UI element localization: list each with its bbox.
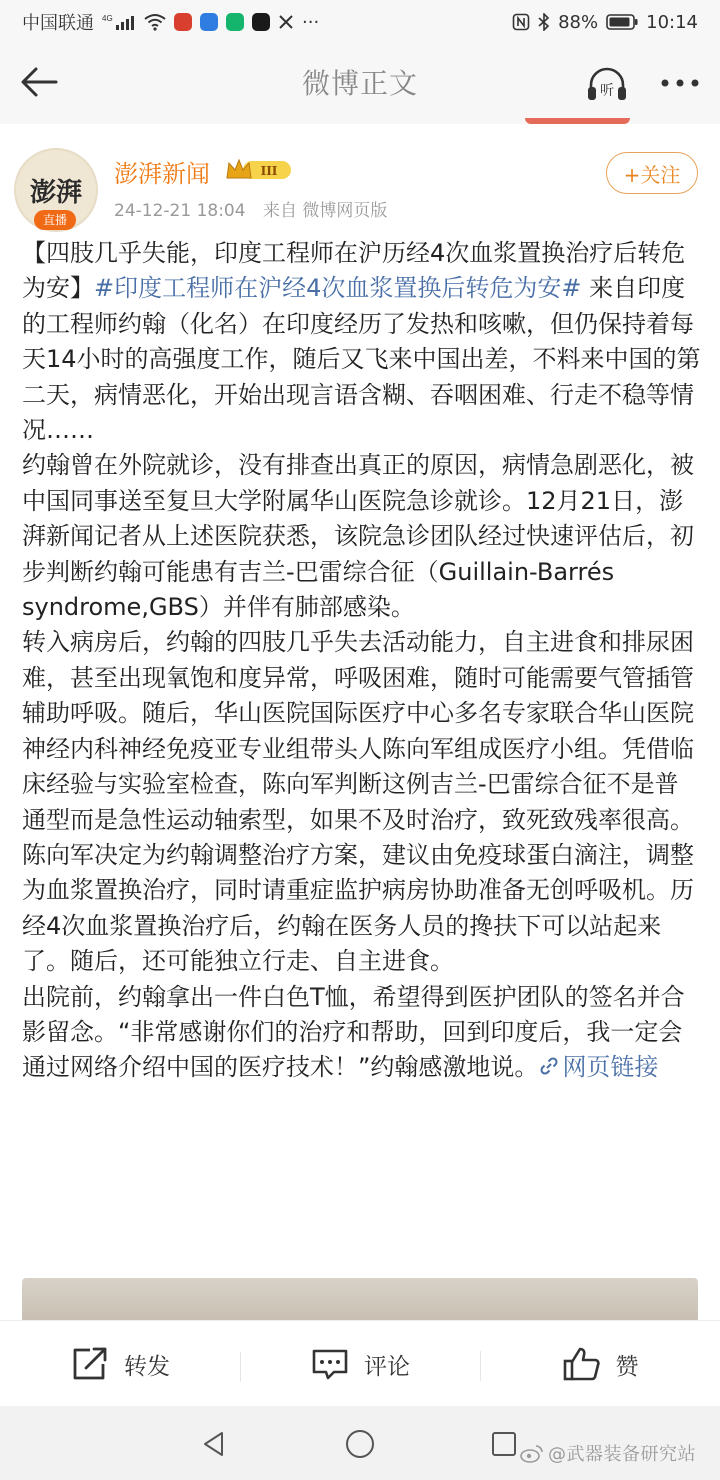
weibo-app-icon [174,13,192,31]
headline-text: 【四肢几乎失能，印度工程师在沪历经4次血浆置换治疗后转危为安】 [22,239,686,303]
battery-icon [606,13,638,31]
battery-percent: 88% [558,11,599,33]
nfc-icon [512,13,530,31]
video-app-icon [252,13,270,31]
status-right [512,12,698,33]
more-button[interactable] [656,68,704,98]
bluetooth-icon [538,13,550,31]
like-button[interactable] [480,1345,720,1383]
hashtag-link[interactable]: #印度工程师在沪经4次血浆置换后转危为安# [94,274,582,303]
nav-bar [0,44,720,120]
live-badge: 直播 [34,210,76,230]
watermark-text: @武器装备研究站 [548,1444,696,1465]
author-name[interactable]: 澎湃新闻 [114,160,210,188]
paragraph-2: 约翰曾在外院就诊，没有排查出真正的原因，病情急剧恶化，被中国同事送至复旦大学附属华山医院急诊就诊。12月21日，澎湃新闻记者从上述医院获悉，该院急诊团队经过快速评估后，初步判断约翰可能患有吉兰-巴雷综合征（Guillain-Barrés syndrome,GBS）并伴有肺部感染。 [22,451,694,622]
status-bar [0,0,720,44]
vip-crown-badge [225,156,293,184]
listen-label: 听 [600,83,614,99]
web-link-label: 网页链接 [562,1053,659,1082]
network-type-label: 4G [102,14,113,23]
post-source: 来自 微博网页版 [262,201,388,221]
weibo-logo-icon [520,1443,544,1463]
carrier-label: 中国联通 [22,13,94,34]
system-nav-bar [0,1406,720,1480]
comment-label: 评论 [364,1353,410,1380]
arrow-left-icon [18,62,62,102]
comment-icon [310,1346,350,1382]
post-meta [114,196,399,221]
page-title: 微博正文 [301,67,418,100]
watermark [520,1440,696,1466]
more-dots-icon [656,68,704,98]
system-back-icon[interactable] [200,1430,228,1458]
clock: 10:14 [646,11,698,33]
web-link[interactable] [538,1053,658,1081]
paragraph-1-text: 来自印度的工程师约翰（化名）在印度经历了发热和咳嗽，但仍保持着每天14小时的高强度工作，随后又飞来中国出差，不料来中国的第二天，病情恶化，开始出现言语含糊、吞咽困难、行走不稳等情况…… [22,274,701,445]
post-body [22,236,702,1086]
vip-level: III [260,164,278,178]
iqiyi-app-icon [226,13,244,31]
repost-label: 转发 [124,1353,170,1380]
more-notifications-icon: ··· [302,11,320,33]
paragraph-1 [22,236,702,448]
paragraph-4 [22,980,702,1086]
avatar-text: 澎湃 [29,177,82,208]
bulb-app-icon [200,13,218,31]
share-icon [70,1346,110,1382]
listen-button[interactable] [585,64,629,104]
follow-button[interactable]: +关注 [606,152,698,194]
thumbs-up-icon [562,1345,602,1383]
post-timestamp: 24-12-21 18:04 [114,201,246,221]
post-card [0,124,720,1320]
paragraph-3: 转入病房后，约翰的四肢几乎失去活动能力，自主进食和排尿困难，甚至出现氧饱和度异常，呼吸困难，随时可能需要气管插管辅助呼吸。随后，华山医院国际医疗中心多名专家联合华山医院神经内科神经免疫亚专业组带头人陈向军组成医疗小组。凭借临床经验与实验室检查，陈向军判断这例吉兰-巴雷综合征不是普通型而是急性运动轴索型，如果不及时治疗，致死致残率很高。陈向军决定为约翰调整治疗方案，建议由免疫球蛋白滴注，调整为血浆置换治疗，同时请重症监护病房协助准备无创呼吸机。历经4次血浆置换治疗后，约翰在医务人员的搀扶下可以站起来了。随后，还可能独立行走、自主进食。 [22,628,694,976]
like-label: 赞 [615,1353,639,1380]
paragraph-4-text: 出院前，约翰拿出一件白色T恤，希望得到医护团队的签名并合影留念。“非常感谢你们的治疗和帮助，回到印度后，我一定会通过网络介绍中国的医疗技术！”约翰感激地说。 [22,982,685,1082]
post-image[interactable] [22,1278,698,1320]
wifi-icon [144,13,166,31]
action-bar [0,1320,720,1407]
headphones-icon [585,64,629,104]
signal-icon [102,13,136,31]
status-left [22,9,319,35]
back-button[interactable] [18,62,62,102]
repost-button[interactable] [0,1346,240,1382]
x-app-icon [278,14,294,30]
comment-button[interactable] [240,1346,480,1382]
system-recents-icon[interactable] [490,1430,518,1458]
system-home-icon[interactable] [344,1428,376,1460]
link-icon [538,1055,560,1077]
